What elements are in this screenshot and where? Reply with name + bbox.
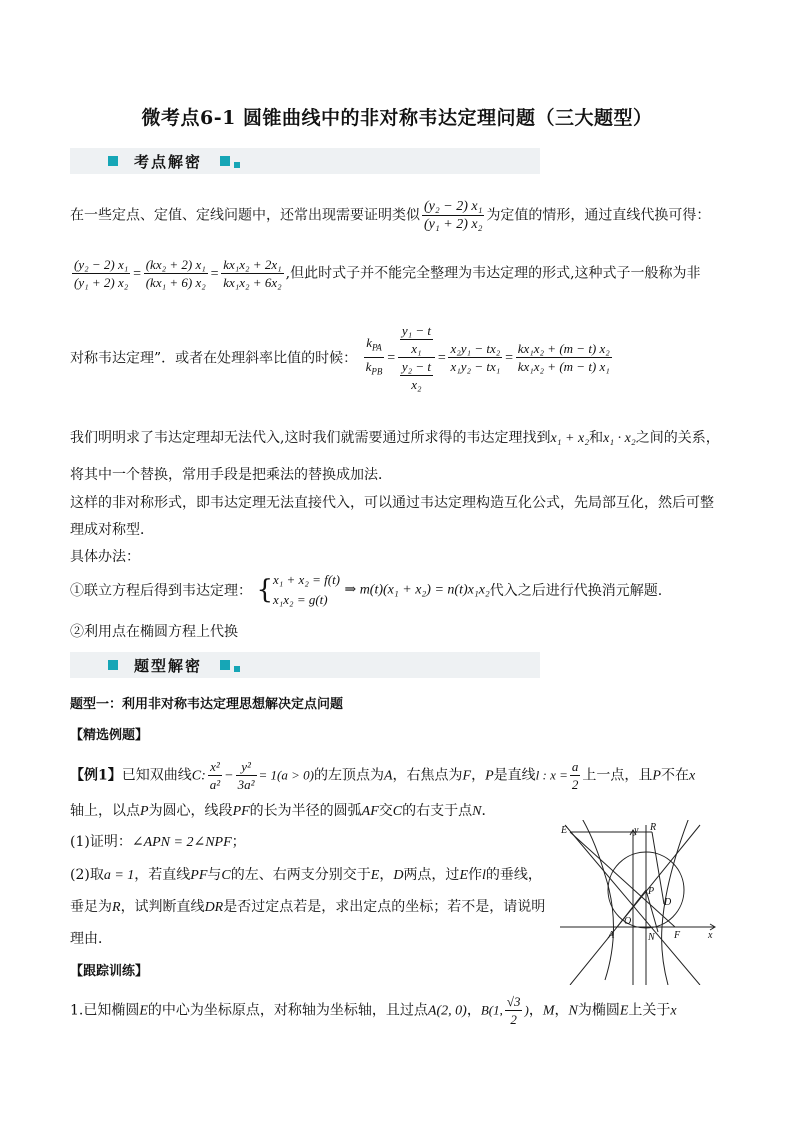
text: 在一些定点、定值、定线问题中，还常出现需要证明类似 bbox=[70, 207, 420, 224]
example-heading: 【精选例题】 bbox=[70, 728, 149, 743]
question-2: (2)取a = 1，若直线PF与C的左、右两支分别交于E，D两点，过E作l的垂线， bbox=[70, 867, 542, 883]
equation-2: 对称韦达定理”．或者在处理斜率比值的时候： $\frac{k_{PA}}{k_{PB}}$ = $\frac{\frac{\text{y₁ − t}}{\text{x₁}}}{\frac{\text{y₂ − t}}{\text{x₂}}}$ = $\frac{\text{x₂y₁ − tx₂}}{\text{x₁y₂ − tx₁}}$ = $\frac{\text{kx₁x₂ + (m − t) x₂}}{\text{kx₁x₂ + (m − t) x₁}}$ bbox=[70, 323, 610, 392]
label-A: A bbox=[608, 930, 615, 941]
segment-AP bbox=[617, 890, 646, 927]
square-icon bbox=[108, 156, 118, 166]
section-banner-tixing bbox=[70, 652, 540, 678]
question-2-line2: 垂足为R，试判断直线DR是否过定点若是，求出定点的坐标；若不是，请说明 bbox=[70, 899, 546, 915]
example-1-line2: 轴上，以点P为圆心，线段PF的长为半径的圆弧AF交C的右支于点N． bbox=[70, 803, 496, 819]
text: 对称韦达定理”．或者在处理斜率比值的时候： bbox=[70, 350, 358, 367]
label-R: R bbox=[650, 822, 657, 833]
label-E: E bbox=[561, 825, 568, 836]
hyperbola-figure bbox=[560, 820, 720, 985]
paragraph-intro bbox=[70, 198, 710, 233]
square-icon bbox=[108, 660, 118, 670]
paragraph-7: 具体办法： bbox=[70, 549, 140, 565]
method-2: ②利用点在椭圆方程上代换 bbox=[70, 624, 238, 640]
method-1: ①联立方程后得到韦达定理： { x₁ + x₂ = f(t) x₁x₂ = g(t) ⇒ m(t)(x₁ + x₂) = n(t)x₁x₂代入之后进行代换消元解题. bbox=[70, 572, 663, 607]
text: ,但此时式子并不能完全整理为韦达定理的形式,这种式子一般称为非 bbox=[285, 265, 701, 282]
label-y: y bbox=[634, 825, 639, 836]
label-P: P bbox=[648, 886, 655, 897]
square-icon bbox=[220, 660, 230, 670]
example-1: 【例1】已知双曲线C: $\frac{\text{x²}}{\text{a²}}$ − $\frac{\text{y²}}{\text{3a²}}$ = 1(a > 0)的左顶点为A，右焦点为F，P是直线l : x = $\frac{a}{2}$ 上一点，且P不在x bbox=[70, 759, 696, 792]
square-icon bbox=[220, 156, 230, 166]
paragraph-6: 理成对称型． bbox=[70, 522, 154, 538]
question-2-line3: 理由． bbox=[70, 931, 112, 947]
equation-1: $\frac{\text{(y₂ − 2) x₁}}{\text{(y₁ + 2) x₂}}$ = $\frac{\text{(kx₂ + 2) x₁}}{\text{(kx₁ + 6) x₂}}$ = $\frac{\text{kx₁x₂ + 2x₁}}{\text{kx₁x₂ + 6x₂}}$ ,但此时式子并不能完全整理为韦达定理的形式,这种式子一般称为非 bbox=[74, 257, 701, 290]
paragraph-3: 我们明明求了韦达定理却无法代入,这时我们就需要通过所求得的韦达定理找到x₁ + x₂和x₁ · x₂之间的关系， bbox=[70, 430, 720, 446]
training-heading: 【跟踪训练】 bbox=[70, 964, 149, 979]
label-N: N bbox=[648, 932, 655, 943]
paragraph-4: 将其中一个替换，常用手段是把乘法的替换成加法． bbox=[70, 467, 392, 483]
section-title: 考点解密 bbox=[134, 153, 203, 171]
page-title: 微考点6-1 圆锥曲线中的非对称韦达定理问题（三大题型） bbox=[141, 107, 653, 129]
question-1: (1)证明：∠APN = 2∠NPF； bbox=[70, 834, 246, 850]
small-square-icon bbox=[234, 666, 240, 672]
text: 为定值的情形，通过直线代换可得： bbox=[486, 207, 711, 224]
paragraph-5: 这样的非对称形式，即韦达定理无法直接代入，可以通过韦达定理构造互化公式，先局部互化，然后可整 bbox=[70, 495, 714, 511]
label-O: O bbox=[624, 916, 632, 927]
line-PF bbox=[570, 832, 675, 927]
label-x: x bbox=[708, 930, 713, 941]
label-D: D bbox=[664, 897, 672, 908]
hyperbola-left-branch bbox=[580, 820, 614, 980]
label-F: F bbox=[674, 930, 681, 941]
section-banner-kaodian bbox=[70, 148, 540, 174]
training-1: 1.已知椭圆E的中心为坐标原点，对称轴为坐标轴，且过点A(2, 0)，B(1, $\frac{√3}{2}$ )，M，N为椭圆E上关于x bbox=[70, 994, 677, 1027]
fraction: $\frac{\text{(y₂ − 2) x₁}}{\text{(y₁ + 2) x₂}}$ bbox=[424, 199, 483, 232]
type-heading: 题型一：利用非对称韦达定理思想解决定点问题 bbox=[70, 697, 344, 712]
small-square-icon bbox=[234, 162, 240, 168]
section-title: 题型解密 bbox=[134, 657, 203, 675]
